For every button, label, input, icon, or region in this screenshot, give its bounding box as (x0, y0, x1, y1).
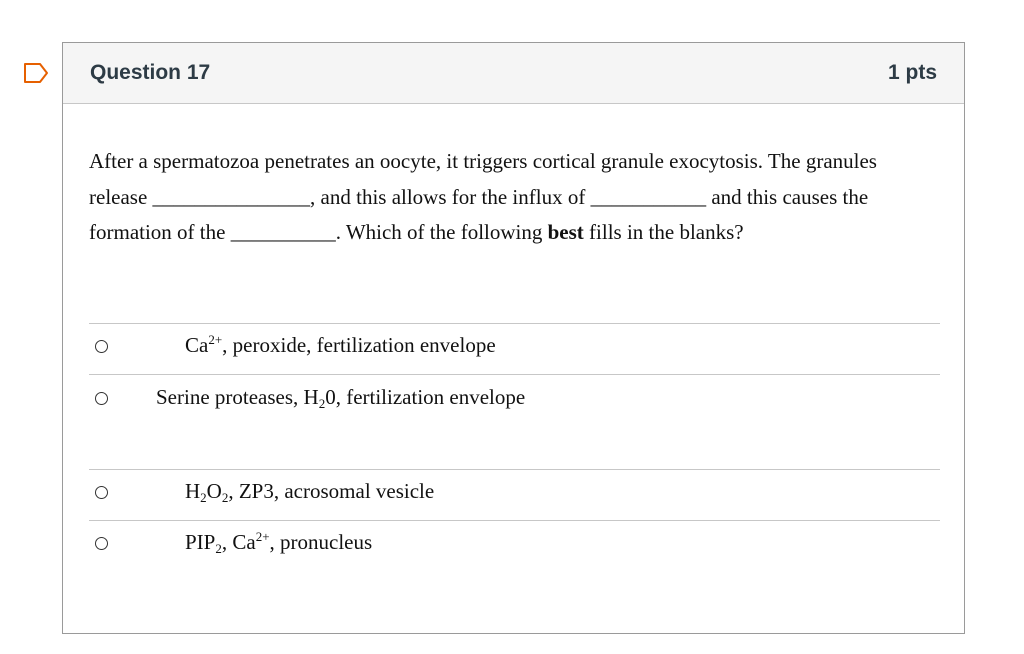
question-points: 1 pts (887, 61, 937, 84)
answer-option-2[interactable] (89, 374, 940, 469)
radio-button-icon[interactable] (95, 340, 108, 353)
flag-question-icon[interactable] (23, 62, 49, 84)
answer-3-text-a: H (185, 478, 201, 503)
radio-button-icon[interactable] (95, 486, 108, 499)
answer-2-text-a: Serine proteases, H (156, 384, 319, 409)
answer-1-sup: 2+ (208, 331, 223, 347)
answer-3-text-b: O (206, 478, 222, 503)
answer-1-text-b: , peroxide, fertilization envelope (222, 332, 496, 357)
question-header (63, 43, 964, 104)
answer-4-text-c: , pronucleus (269, 529, 373, 554)
answer-label-1 (185, 333, 496, 358)
answer-label-4 (185, 530, 372, 555)
answer-option-4[interactable] (89, 520, 940, 581)
answer-4-text-b: , Ca (221, 529, 256, 554)
answer-2-sub: 2 (318, 395, 326, 411)
answer-4-text-a: PIP (185, 529, 216, 554)
answer-list (89, 323, 940, 581)
answer-option-3[interactable] (89, 469, 940, 520)
answer-3-sub-2: 2 (221, 489, 229, 505)
radio-button-icon[interactable] (95, 537, 108, 550)
answer-4-sup: 2+ (255, 528, 270, 544)
question-card (62, 42, 965, 634)
answer-label-3 (185, 479, 434, 504)
answer-label-2 (156, 385, 525, 410)
answer-1-text-a: Ca (185, 332, 209, 357)
answer-3-text-c: , ZP3, acrosomal vesicle (228, 478, 435, 503)
question-text-part-1: After a spermatozoa penetrates an oocyte, it triggers cortical granule exocytosis. The granules release _______________, and this allows for the influx of ___________ and this causes the formation of the __________. Which of the following (89, 149, 877, 244)
answer-4-sub: 2 (215, 540, 222, 556)
question-text (89, 144, 935, 251)
question-title: Question 17 (90, 61, 211, 84)
radio-button-icon[interactable] (95, 392, 108, 405)
question-body (63, 144, 964, 581)
question-text-bold: best (547, 220, 584, 244)
answer-3-sub-1: 2 (200, 489, 207, 505)
answer-2-text-b: 0, fertilization envelope (325, 384, 526, 409)
answer-option-1[interactable] (89, 323, 940, 374)
question-text-part-2: fills in the blanks? (583, 220, 744, 244)
